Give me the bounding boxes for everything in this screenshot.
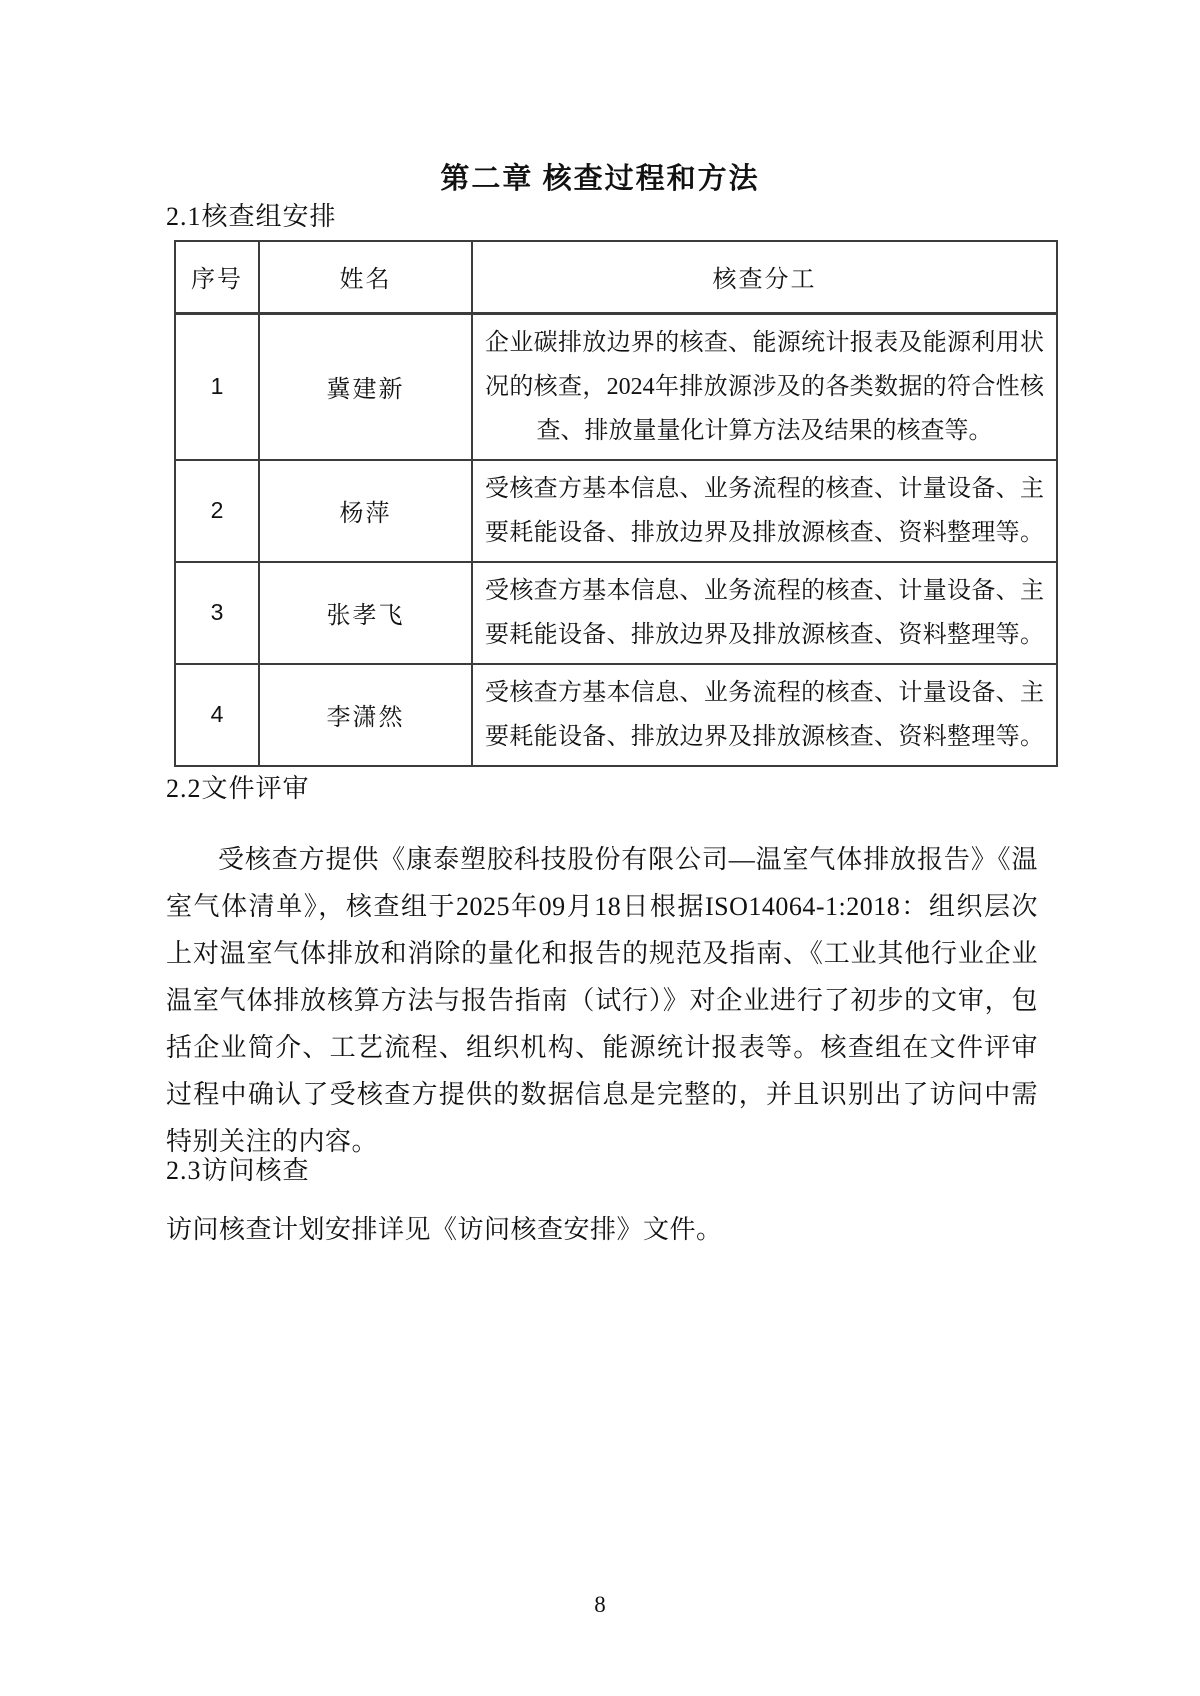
member-name: 杨萍 xyxy=(259,460,472,562)
page-number: 8 xyxy=(594,1592,606,1617)
section-heading-2-2: 2.2文件评审 xyxy=(166,774,310,803)
table-row xyxy=(175,664,1057,766)
duty-line: 要耗能设备、排放边界及排放源核查、资料整理等。 xyxy=(485,519,1044,546)
table-header xyxy=(175,241,1057,313)
column-header-no: 序号 xyxy=(175,241,259,313)
table-row xyxy=(175,313,1057,460)
member-name: 冀建新 xyxy=(259,313,472,460)
row-number: 4 xyxy=(175,664,259,766)
table-header-row xyxy=(175,241,1057,313)
member-duty xyxy=(472,313,1057,460)
table-row xyxy=(175,562,1057,664)
duty-line: 查、排放量量化计算方法及结果的核查等。 xyxy=(536,417,993,444)
row-number: 3 xyxy=(175,562,259,664)
duty-line: 要耗能设备、排放边界及排放源核查、资料整理等。 xyxy=(485,723,1044,750)
row-number: 2 xyxy=(175,460,259,562)
section-heading-2-1: 2.1核查组安排 xyxy=(166,202,337,231)
duty-line: 受核查方基本信息、业务流程的核查、计量设备、主 xyxy=(485,679,1044,706)
duty-line: 况的核查，2024年排放源涉及的各类数据的符合性核 xyxy=(485,373,1044,400)
duty-line: 受核查方基本信息、业务流程的核查、计量设备、主 xyxy=(485,475,1044,502)
duty-line: 企业碳排放边界的核查、能源统计报表及能源利用状 xyxy=(485,329,1044,356)
table-row xyxy=(175,460,1057,562)
page-title: 第二章 核查过程和方法 xyxy=(440,163,760,195)
row-number: 1 xyxy=(175,313,259,460)
member-duty xyxy=(472,562,1057,664)
verification-team-table xyxy=(174,240,1058,767)
member-name: 张孝飞 xyxy=(259,562,472,664)
duty-line: 受核查方基本信息、业务流程的核查、计量设备、主 xyxy=(485,577,1044,604)
column-header-name: 姓名 xyxy=(259,241,472,313)
visit-verification-paragraph: 访问核查计划安排详见《访问核查安排》文件。 xyxy=(166,1215,723,1244)
table-body xyxy=(175,313,1057,766)
duty-line: 要耗能设备、排放边界及排放源核查、资料整理等。 xyxy=(485,621,1044,648)
member-duty xyxy=(472,664,1057,766)
member-duty xyxy=(472,460,1057,562)
section-heading-2-3: 2.3访问核查 xyxy=(166,1156,310,1185)
member-name: 李潇然 xyxy=(259,664,472,766)
document-review-paragraph: 受核查方提供《康泰塑胶科技股份有限公司—温室气体排放报告》《温室气体清单》，核查组于2025年09月18日根据ISO14064-1:2018：组织层次上对温室气体排放和消除的量化和报告的规范及指南、《工业其他行业企业温室气体排放核算方法与报告指南（试行）》对企业进行了初步的文审，包括企业简介、工艺流程、组织机构、能源统计报表等。核查组在文件评审过程中确认了受核查方提供的数据信息是完整的，并且识别出了访问中需特别关注的内容。 xyxy=(166,845,1038,1156)
column-header-duty: 核查分工 xyxy=(472,241,1057,313)
